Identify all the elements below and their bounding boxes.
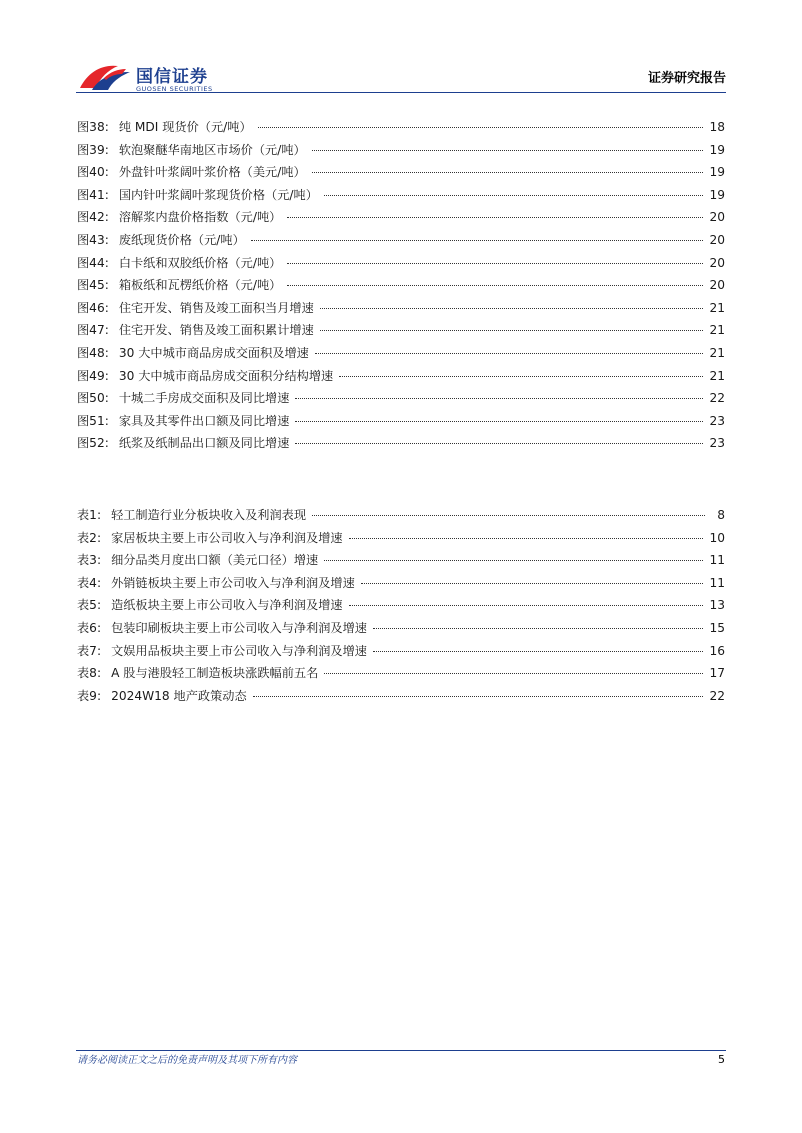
- dot-leader: [361, 583, 704, 584]
- toc-entry[interactable]: [77, 365, 725, 388]
- entry-label: 图45:: [77, 278, 109, 293]
- entry-label: 表5:: [77, 598, 102, 613]
- dot-leader: [320, 308, 704, 309]
- entry-label: 图40:: [77, 165, 109, 180]
- toc-entry[interactable]: [77, 640, 725, 663]
- entry-title: A 股与港股轻工制造板块涨跌幅前五名: [111, 666, 319, 681]
- dot-leader: [373, 628, 703, 629]
- toc-entry[interactable]: [77, 387, 725, 410]
- entry-label: 表1:: [77, 508, 102, 522]
- entry-label: 图51:: [77, 413, 109, 428]
- entry-title: 十城二手房成交面积及同比增速: [118, 391, 290, 406]
- entry-page: 23: [709, 413, 725, 428]
- entry-label: 图44:: [77, 255, 109, 270]
- dot-leader: [324, 195, 704, 196]
- toc-entry[interactable]: [77, 594, 725, 617]
- entry-label: 图46:: [77, 300, 109, 315]
- table-list: [77, 504, 725, 707]
- entry-title: 包装印刷板块主要上市公司收入与净利润及增速: [111, 620, 367, 635]
- header-divider: [76, 92, 726, 93]
- entry-page: 10: [709, 530, 725, 545]
- entry-title: 外销链板块主要上市公司收入与净利润及增速: [111, 575, 355, 590]
- toc-entry[interactable]: [77, 297, 725, 320]
- toc-entry[interactable]: [77, 274, 725, 297]
- entry-page: 20: [709, 232, 725, 247]
- entry-page: 19: [709, 142, 725, 157]
- entry-page: 8: [717, 508, 725, 522]
- entry-page: 19: [709, 165, 725, 180]
- toc-entry[interactable]: [77, 549, 725, 572]
- entry-page: 21: [709, 368, 725, 383]
- entry-page: 20: [709, 278, 725, 293]
- entry-title: 废纸现货价格（元/吨）: [118, 232, 245, 247]
- dot-leader: [312, 172, 704, 173]
- toc-entry[interactable]: [77, 572, 725, 595]
- entry-title: 软泡聚醚华南地区市场价（元/吨）: [118, 142, 306, 157]
- entry-page: 22: [709, 688, 725, 703]
- entry-title: 溶解浆内盘价格指数（元/吨）: [118, 210, 282, 225]
- entry-title: 细分品类月度出口额（美元口径）增速: [111, 553, 319, 568]
- dot-leader: [295, 421, 703, 422]
- entry-title: 白卡纸和双胶纸价格（元/吨）: [118, 255, 282, 270]
- entry-label: 图39:: [77, 142, 109, 157]
- entry-title: 箱板纸和瓦楞纸价格（元/吨）: [118, 278, 282, 293]
- entry-page: 21: [709, 300, 725, 315]
- entry-label: 表6:: [77, 620, 102, 635]
- entry-label: 表8:: [77, 666, 102, 681]
- entry-label: 表9:: [77, 688, 102, 703]
- dot-leader: [295, 443, 703, 444]
- dot-leader: [315, 353, 704, 354]
- entry-label: 图38:: [77, 120, 109, 134]
- entry-page: 20: [709, 210, 725, 225]
- dot-leader: [349, 605, 704, 606]
- entry-label: 表3:: [77, 553, 102, 568]
- entry-page: 15: [709, 620, 725, 635]
- dot-leader: [287, 263, 703, 264]
- entry-label: 表4:: [77, 575, 102, 590]
- entry-title: 纯 MDI 现货价（元/吨）: [118, 120, 252, 134]
- entry-title: 住宅开发、销售及竣工面积累计增速: [118, 323, 314, 338]
- dot-leader: [312, 150, 704, 151]
- entry-label: 图43:: [77, 232, 109, 247]
- entry-title: 30 大中城市商品房成交面积分结构增速: [118, 368, 334, 383]
- toc-entry[interactable]: [77, 617, 725, 640]
- toc-entry[interactable]: [77, 662, 725, 685]
- entry-label: 表2:: [77, 530, 102, 545]
- dot-leader: [295, 398, 703, 399]
- entry-title: 纸浆及纸制品出口额及同比增速: [118, 436, 290, 451]
- toc-entry[interactable]: [77, 206, 725, 229]
- toc-entry[interactable]: [77, 319, 725, 342]
- dot-leader: [287, 217, 703, 218]
- toc-entry[interactable]: [77, 342, 725, 365]
- entry-label: 图41:: [77, 187, 109, 202]
- dot-leader: [324, 560, 703, 561]
- entry-title: 30 大中城市商品房成交面积及增速: [118, 345, 309, 360]
- dot-leader: [320, 330, 704, 331]
- entry-page: 18: [709, 120, 725, 134]
- toc-entry[interactable]: [77, 504, 725, 527]
- dot-leader: [258, 127, 704, 128]
- entry-page: 11: [709, 553, 725, 568]
- entry-title: 国内针叶浆阔叶浆现货价格（元/吨）: [118, 187, 318, 202]
- report-type: 证券研究报告: [647, 71, 726, 86]
- entry-page: 19: [709, 187, 725, 202]
- dot-leader: [349, 538, 704, 539]
- toc-entry[interactable]: [77, 432, 725, 455]
- entry-title: 家居板块主要上市公司收入与净利润及增速: [111, 530, 343, 545]
- entry-label: 图50:: [77, 391, 109, 406]
- entry-page: 21: [709, 345, 725, 360]
- entry-page: 16: [709, 643, 725, 658]
- toc-entry[interactable]: [77, 252, 725, 275]
- toc-entry[interactable]: [77, 116, 725, 139]
- brand-name-cn: 国信证券: [136, 67, 208, 87]
- toc-entry[interactable]: [77, 184, 725, 207]
- dot-leader: [324, 673, 703, 674]
- entry-title: 造纸板块主要上市公司收入与净利润及增速: [111, 598, 343, 613]
- entry-page: 20: [709, 255, 725, 270]
- entry-page: 11: [709, 575, 725, 590]
- dot-leader: [251, 240, 704, 241]
- entry-title: 外盘针叶浆阔叶浆价格（美元/吨）: [118, 165, 306, 180]
- entry-page: 21: [709, 323, 725, 338]
- dot-leader: [253, 696, 704, 697]
- entry-title: 家具及其零件出口额及同比增速: [118, 413, 290, 428]
- entry-label: 图47:: [77, 323, 109, 338]
- dot-leader: [312, 515, 705, 516]
- entry-page: 17: [709, 666, 725, 681]
- entry-page: 22: [709, 391, 725, 406]
- toc-entry[interactable]: [77, 229, 725, 252]
- entry-label: 图48:: [77, 345, 109, 360]
- toc-entry[interactable]: [77, 161, 725, 184]
- guosen-logo: [78, 58, 228, 94]
- dot-leader: [287, 285, 703, 286]
- toc-entry[interactable]: [77, 527, 725, 550]
- guosen-logo-mark-icon: [78, 58, 134, 94]
- brand-name-en: GUOSEN SECURITIES: [136, 85, 213, 93]
- dot-leader: [339, 376, 703, 377]
- toc-entry[interactable]: [77, 410, 725, 433]
- entry-label: 图49:: [77, 368, 109, 383]
- entry-title: 文娱用品板块主要上市公司收入与净利润及增速: [111, 643, 367, 658]
- entry-title: 住宅开发、销售及竣工面积当月增速: [118, 300, 314, 315]
- figure-list: [77, 116, 725, 455]
- page-header: [76, 52, 726, 96]
- entry-page: 13: [709, 598, 725, 613]
- entry-label: 图42:: [77, 210, 109, 225]
- entry-title: 2024W18 地产政策动态: [111, 688, 247, 703]
- disclaimer-text: 请务必阅读正文之后的免责声明及其项下所有内容: [77, 1055, 297, 1066]
- entry-page: 23: [709, 436, 725, 451]
- dot-leader: [373, 651, 703, 652]
- entry-label: 表7:: [77, 643, 102, 658]
- entry-title: 轻工制造行业分板块收入及利润表现: [111, 508, 307, 522]
- page-number: 5: [718, 1053, 725, 1066]
- toc-entry[interactable]: [77, 685, 725, 708]
- entry-label: 图52:: [77, 436, 109, 451]
- toc-entry[interactable]: [77, 139, 725, 162]
